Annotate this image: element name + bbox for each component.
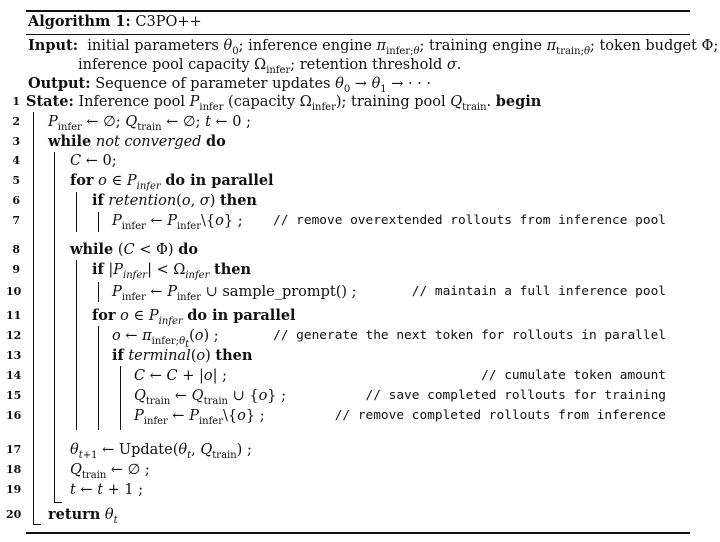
line-number: 3 — [12, 135, 20, 148]
comment-line-14: // cumulate token amount — [481, 368, 666, 383]
algorithm-label: Algorithm 1: — [28, 13, 131, 30]
comment-line-15: // save completed rollouts for training — [365, 388, 666, 403]
line-2: $P_{infer}$ ← ∅; $Q_{train}$ ← ∅; t ← 0 ; — [48, 114, 252, 133]
comment-line-7: // remove overextended rollouts from inference pool — [273, 213, 666, 228]
line-number: 1 — [12, 95, 20, 108]
line-number: 14 — [6, 369, 22, 382]
input-keyword: Input: — [28, 37, 79, 54]
line-4: C ← 0; — [70, 153, 117, 169]
algorithm-caption — [28, 12, 202, 32]
line-number: 2 — [12, 115, 20, 128]
line-11: for o ∈ $P_{infer}$ do in parallel — [92, 307, 296, 327]
block-bar-while-budget — [76, 260, 77, 430]
line-9: if $|P_{infer}| < \Omega_{infer}$ then — [92, 261, 252, 281]
line-17: $\theta_{t+1}$ ← $Update(\theta_t$, $Q_{train}$) ; — [70, 442, 252, 461]
line-number: 16 — [6, 409, 22, 422]
block-bar-for-2 — [98, 326, 99, 430]
output-line: Output: Sequence of parameter updates $\theta_0 \to \theta_1$ → · · · — [28, 75, 432, 95]
block-bar-while — [54, 152, 55, 502]
line-number: 13 — [6, 349, 22, 362]
line-19: t ← t + 1 ; — [70, 482, 144, 498]
line-number: 8 — [12, 243, 20, 256]
line-number: 19 — [6, 483, 22, 496]
line-16: $P_{infer}$ ← $P_{infer}\backslash\{o\}$ ; — [134, 408, 265, 427]
block-hook-begin — [33, 524, 41, 525]
input-line-2: inference pool capacity $\Omega_{infer}$; retention threshold σ. — [78, 57, 462, 76]
line-5: for o ∈ $P_{infer}$ do in parallel — [70, 172, 274, 192]
line-8: while (C < Φ) do — [70, 241, 199, 258]
line-13: if terminal(o) then — [112, 347, 253, 364]
caption-rule — [26, 34, 690, 35]
line-12: o ← $\pi_{infer;\theta_t}(o)$ ; — [112, 328, 219, 350]
line-3: while not converged do — [48, 133, 226, 150]
line-number: 4 — [12, 154, 20, 167]
line-10: $P_{infer}$ ← $P_{infer}$ ∪ sample_prompt() ; — [112, 284, 357, 303]
line-14: C ← C + |o| ; — [134, 368, 227, 384]
bottom-rule — [26, 532, 690, 534]
input-line-1: Input: initial parameters $\theta_0$; inference engine $\pi_{infer;\theta}$; training engine $\pi_{train;\theta}$; token budget Φ; — [28, 37, 719, 57]
line-1: State: Inference pool $P_{infer}$ (capacity $\Omega_{infer}$); training pool $Q_{train}$. begin — [26, 93, 542, 113]
block-bar-for-1 — [76, 192, 77, 232]
line-number: 18 — [6, 463, 22, 476]
line-18: $Q_{train}$ ← ∅ ; — [70, 462, 150, 481]
comment-line-16: // remove completed rollouts from inference — [334, 408, 666, 423]
line-number: 7 — [12, 214, 20, 227]
block-hook-while — [54, 502, 62, 503]
line-number: 15 — [6, 389, 22, 402]
block-bar-begin — [33, 112, 34, 524]
output-keyword: Output: — [28, 75, 91, 92]
line-number: 5 — [12, 174, 20, 187]
line-20: return $\theta_t$ — [48, 506, 118, 526]
line-number: 10 — [6, 285, 22, 298]
comment-line-12: // generate the next token for rollouts in parallel — [273, 328, 666, 343]
algorithm-name: C3PO++ — [135, 14, 202, 30]
line-6: if retention(o, σ) then — [92, 192, 257, 209]
line-number: 6 — [12, 194, 20, 207]
line-number: 11 — [6, 309, 22, 322]
line-number: 20 — [6, 508, 22, 521]
line-number: 9 — [12, 263, 20, 276]
line-7: $P_{infer}$ ← $P_{infer}\backslash\{o\}$ ; — [112, 213, 243, 232]
line-number: 12 — [6, 329, 22, 342]
line-15: $Q_{train}$ ← $Q_{train}$ ∪ {o} ; — [134, 388, 287, 407]
comment-line-10: // maintain a full inference pool — [411, 284, 666, 299]
block-bar-if-retention — [98, 212, 99, 232]
block-bar-if-terminal — [120, 366, 121, 430]
line-number: 17 — [6, 443, 22, 456]
